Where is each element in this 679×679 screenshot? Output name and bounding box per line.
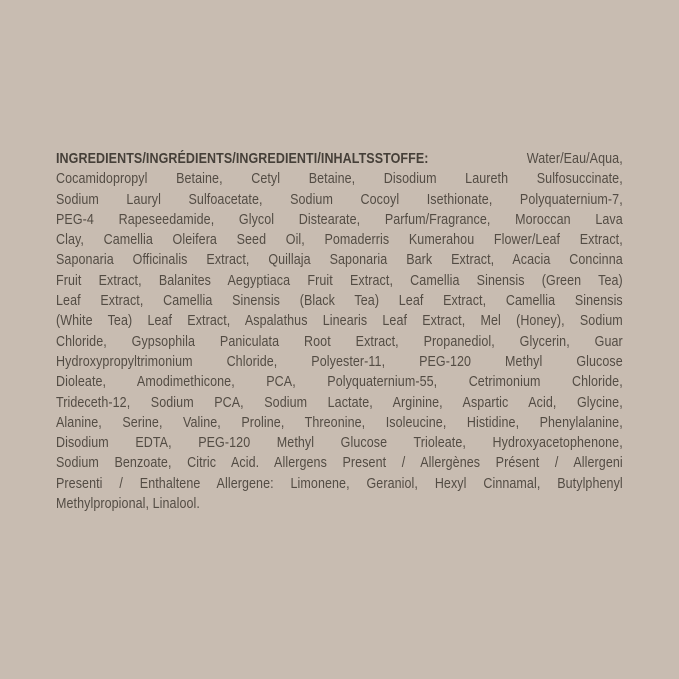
ingredient-line: Sodium Lauryl Sulfoacetate, Sodium Cocoyl Isethionate, Polyquaternium-7, <box>56 190 623 208</box>
ingredient-line: Leaf Extract, Camellia Sinensis (Black Tea) Leaf Extract, Camellia Sinensis <box>56 292 623 310</box>
ingredient-line: Alanine, Serine, Valine, Proline, Threonine, Isoleucine, Histidine, Phenylalanine, <box>56 413 623 431</box>
ingredient-line: Presenti / Enthaltene Allergene: Limonene, Geraniol, Hexyl Cinnamal, Butylphenyl <box>56 474 623 492</box>
ingredients-text <box>56 149 623 514</box>
ingredients-heading: INGREDIENTS/INGRÉDIENTS/INGREDIENTI/INHALTSSTOFFE: <box>56 150 429 167</box>
ingredients-label <box>56 149 623 514</box>
ingredient-line: (White Tea) Leaf Extract, Aspalathus Linearis Leaf Extract, Mel (Honey), Sodium <box>56 312 623 330</box>
ingredient-line: Disodium EDTA, PEG-120 Methyl Glucose Trioleate, Hydroxyacetophenone, <box>56 434 623 452</box>
ingredient-line: INGREDIENTS/INGRÉDIENTS/INGREDIENTI/INHALTSSTOFFE: Water/Eau/Aqua, <box>56 150 623 167</box>
ingredient-line: Clay, Camellia Oleifera Seed Oil, Pomaderris Kumerahou Flower/Leaf Extract, <box>56 231 623 249</box>
ingredient-line: Hydroxypropyltrimonium Chloride, Polyester-11, PEG-120 Methyl Glucose <box>56 352 623 370</box>
ingredient-line: Trideceth-12, Sodium PCA, Sodium Lactate, Arginine, Aspartic Acid, Glycine, <box>56 393 623 411</box>
ingredient-line: Methylpropional, Linalool. <box>56 495 200 513</box>
ingredient-line: PEG-4 Rapeseedamide, Glycol Distearate, Parfum/Fragrance, Moroccan Lava <box>56 210 623 228</box>
ingredient-line: Cocamidopropyl Betaine, Cetyl Betaine, Disodium Laureth Sulfosuccinate, <box>56 170 623 188</box>
ingredient-line: Fruit Extract, Balanites Aegyptiaca Fruit Extract, Camellia Sinensis (Green Tea) <box>56 271 623 289</box>
ingredient-line: Saponaria Officinalis Extract, Quillaja Saponaria Bark Extract, Acacia Concinna <box>56 251 623 269</box>
ingredient-line: Sodium Benzoate, Citric Acid. Allergens Present / Allergènes Présent / Allergeni <box>56 454 623 472</box>
ingredient-line: Chloride, Gypsophila Paniculata Root Extract, Propanediol, Glycerin, Guar <box>56 332 623 350</box>
ingredient-line: Dioleate, Amodimethicone, PCA, Polyquaternium-55, Cetrimonium Chloride, <box>56 373 623 391</box>
